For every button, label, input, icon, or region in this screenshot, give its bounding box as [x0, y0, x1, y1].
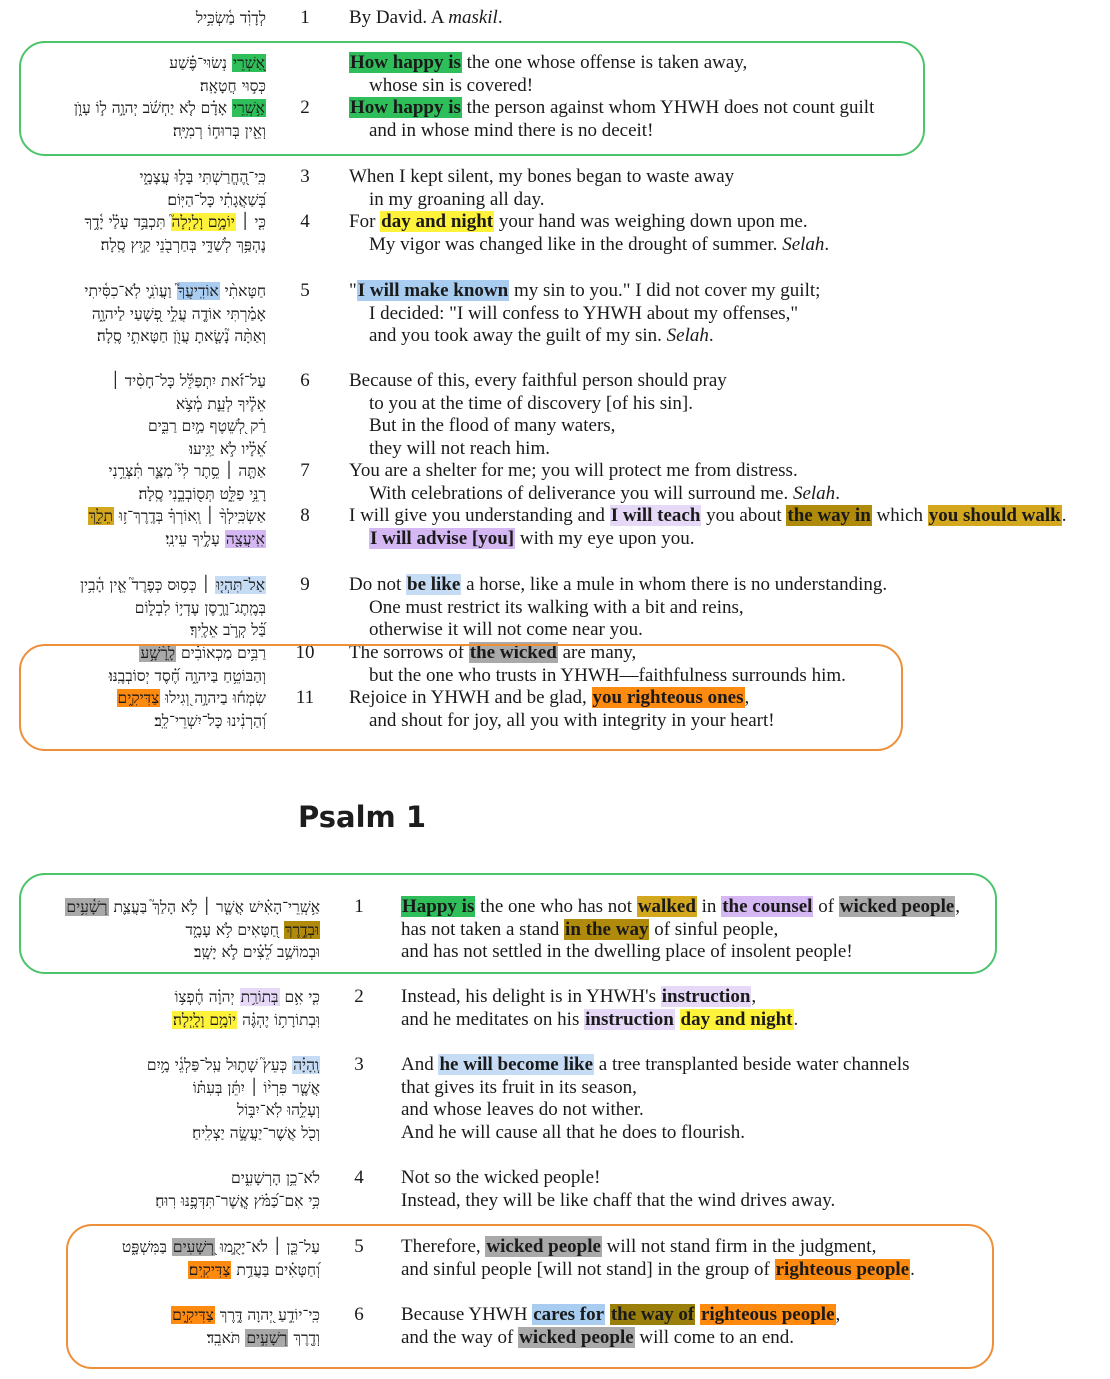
translation-line: [349, 505, 1066, 528]
text-segment: the one who has not: [475, 896, 637, 917]
highlighted-phrase: cares for: [533, 1304, 605, 1325]
text-segment: the person against whom YHWH does not count guilt: [461, 97, 875, 118]
text-segment: Instead, they will be like chaff that the wind drives away.: [401, 1189, 836, 1211]
text-segment: Selah: [782, 233, 825, 255]
translation-line: [349, 7, 503, 30]
hebrew-line: רָנֵּ֥י פַלֵּ֑ט תְּס֖וֹבְבֵ֣נִי סֶֽלָה׃: [138, 484, 266, 503]
text-segment: of sinful people,: [649, 918, 779, 940]
verse-number: 8: [300, 505, 310, 526]
english-translation: [401, 986, 798, 1031]
hebrew-line: וְכֹ֖ל אֲשֶׁר־יַעֲשֶׂ֣ה יַצְלִֽיחַ׃: [192, 1123, 320, 1142]
verse-number: 4: [300, 211, 310, 232]
english-translation: [349, 460, 840, 505]
highlighted-phrase: day and night: [680, 1008, 793, 1030]
highlighted-phrase: How happy is: [350, 52, 461, 73]
highlighted-hebrew-word: אַ֥שְֽׁרֵי: [233, 99, 265, 117]
translation-line: [349, 166, 734, 189]
highlighted-phrase: in the way: [565, 918, 649, 940]
text-segment: Because YHWH: [401, 1304, 533, 1325]
hebrew-line: אַשְׂכִּֽילְךָ֨ ׀ וְֽאוֹרְךָ֗ בְּדֶֽרֶךְ־ז֥וּ תֵלֵ֑ךְ: [88, 507, 266, 525]
text-segment: Not so the wicked people!: [401, 1167, 601, 1188]
hebrew-line: אַתָּ֤ה ׀ סֵ֥תֶר לִי֮ מִצַּ֪ר תִּ֫צְּרֵ֥נִי: [108, 462, 266, 480]
text-segment: For: [349, 211, 381, 232]
hebrew-line: אֲשֶׁ֤ר פִּרְי֨וֹ ׀ יִתֵּ֬ן בְּעִתּ֗וֹ: [192, 1078, 320, 1097]
verse-number: 1: [354, 896, 364, 917]
english-translation: [349, 166, 734, 211]
translation-line: [349, 528, 1066, 551]
english-translation: [349, 370, 727, 460]
highlighted-phrase: I will advise [you]: [370, 527, 515, 549]
hebrew-text: [111, 370, 266, 460]
hebrew-line: וְאַתָּ֨ה נָ֘שָׂ֤אתָ עֲוֺ֖ן חַטָּאתִ֣י סֶֽלָה׃: [96, 327, 266, 346]
highlighted-phrase: he will become like: [439, 1054, 594, 1075]
text-segment: of: [813, 896, 839, 917]
highlighted-hebrew-word: תֵלֵ֑ךְ: [88, 507, 113, 525]
highlighted-phrase: you righteous ones: [592, 687, 744, 708]
text-segment: .: [910, 1258, 915, 1280]
highlighted-hebrew-word: וְֽהָיָ֗ה: [293, 1056, 319, 1074]
hebrew-line: וְהַבּוֹטֵ֥חַ בַּיהוָ֑ה חֶ֝֗סֶד יְסוֹבְבֶֽנּוּ׃: [108, 666, 266, 685]
hebrew-line: וּֽבְתוֹרָת֥וֹ יֶהְגֶּ֗ה יוֹמָ֥ם וָלָֽיְלָה׃: [172, 1010, 320, 1029]
hebrew-line: אַל־תִּהְי֤וּ ׀ כְּס֥וּס כְּפֶרֶד֮ אֵ֤ין הָ֫בִ֥ין: [80, 576, 265, 594]
text-segment: .: [793, 1008, 799, 1030]
text-segment: are many,: [557, 642, 637, 663]
text-segment: and he meditates on his: [401, 1008, 585, 1030]
text-segment: and in whose mind there is no deceit!: [369, 119, 654, 141]
highlight-box-orange: [19, 644, 903, 751]
verse-number: 3: [300, 166, 310, 187]
hebrew-text: [80, 574, 266, 642]
text-segment: ,: [744, 687, 750, 708]
translation-line: [349, 303, 820, 326]
text-segment: your hand was weighing down upon me.: [494, 211, 808, 232]
hebrew-line: כִּ֤י אִ֥ם בְּתוֹרַ֥ת יְהוָ֗ה חֶ֫פְצ֥וֹ: [174, 988, 320, 1006]
hebrew-line: וְ֝הַרְנִ֗ינוּ כָּל־יִשְׁרֵי־לֵֽב׃: [154, 711, 266, 730]
text-segment: .: [497, 7, 503, 28]
verse-number: 9: [300, 574, 310, 595]
text-segment: I will give you understanding and: [349, 505, 610, 526]
verse-number: 7: [300, 460, 310, 481]
verse-number: 6: [300, 370, 310, 391]
highlighted-phrase: Happy is: [402, 896, 475, 917]
hebrew-line: וְאֵ֖ין בְּרוּח֣וֹ רְמִיָּֽה׃: [172, 121, 266, 140]
highlighted-phrase: the wicked: [469, 642, 557, 663]
text-segment: .: [1061, 505, 1067, 526]
highlighted-phrase: wicked people: [839, 896, 955, 917]
translation-line: [401, 1054, 910, 1077]
hebrew-line: שִׂמְח֬וּ בַיהוָ֣ה וְ֭גִילוּ צַדִּיקִ֑ים: [117, 689, 266, 707]
highlighted-hebrew-word: צַדִּיקִ֑ים: [172, 1306, 214, 1324]
highlighted-phrase: righteous people: [775, 1258, 910, 1280]
translation-line: [349, 325, 820, 348]
text-segment: with my eye upon you.: [515, 527, 695, 549]
text-segment: Selah: [666, 325, 709, 347]
text-segment: One must restrict its walking with a bit and reins,: [369, 596, 744, 618]
highlighted-hebrew-word: אִֽיעֲצָ֖ה: [225, 529, 265, 548]
text-segment: and the way of: [401, 1326, 519, 1348]
text-segment: When I kept silent, my bones began to waste away: [349, 166, 735, 187]
text-segment: [675, 1009, 680, 1030]
hebrew-line: כִּֽי־הֶ֭חֱרַשְׁתִּי בָּל֣וּ עֲצָמָ֑י: [139, 168, 266, 186]
hebrew-text: [109, 460, 266, 505]
translation-line: [401, 1167, 835, 1190]
text-segment: Do not: [349, 574, 406, 595]
text-segment: which: [871, 505, 928, 526]
highlighted-phrase: I will teach: [610, 505, 701, 526]
highlighted-phrase: the counsel: [722, 896, 813, 917]
verse-number: 5: [300, 280, 310, 301]
hebrew-line: כְּס֣וּי חֲטָאָֽה׃: [199, 76, 266, 95]
hebrew-text: [172, 986, 320, 1031]
english-translation: [401, 1167, 835, 1212]
text-segment: whose sin is covered!: [369, 74, 534, 96]
highlighted-phrase: be like: [407, 574, 461, 595]
text-segment: ,: [751, 986, 757, 1007]
highlighted-phrase: you should walk: [928, 505, 1061, 526]
hebrew-line: חַטָּאתִ֨י אוֹדִֽיעֲךָ֮ וַעֲוֺנִ֪י לֹֽא־כִסִּ֫יתִי: [84, 282, 266, 300]
translation-line: [349, 438, 727, 461]
translation-line: [401, 1077, 910, 1100]
text-segment: that gives its fruit in its season,: [401, 1076, 637, 1098]
english-translation: [349, 211, 829, 256]
text-segment: With celebrations of deliverance you will surround me.: [369, 482, 793, 504]
hebrew-line: כִּֽי־יוֹדֵ֣עַ יְ֭הוָה דֶּ֣רֶךְ צַדִּיקִ֑ים: [172, 1306, 320, 1324]
text-segment: My vigor was changed like in the drought of summer.: [369, 233, 783, 255]
hebrew-line: עַל־כֵּ֤ן ׀ לֹא־יָקֻ֣מוּ רְ֭שָׁעִים בַּמִּשְׁפָּ֑ט: [121, 1238, 320, 1256]
text-segment: in: [696, 896, 722, 917]
highlighted-hebrew-word: בְּתוֹרַ֥ת: [240, 988, 279, 1006]
english-translation: [349, 7, 503, 30]
english-translation: [401, 1054, 910, 1144]
text-segment: .: [708, 325, 714, 347]
psalm-title: Psalm 1: [298, 800, 427, 834]
text-segment: By David. A: [349, 7, 449, 28]
highlighted-hebrew-word: רְ֭שָׁעִים: [172, 1238, 214, 1256]
hebrew-line: אִֽיעֲצָ֖ה עָלֶ֣יךָ עֵינִֽי׃: [165, 529, 265, 548]
hebrew-line: אֵ֝לָ֗יו לֹ֣א יַגִּֽיעוּ׃: [189, 439, 266, 458]
hebrew-line: עַל־זֹ֡את יִתְפַּלֵּ֬ל כָּל־חָסִ֨יד ׀: [111, 372, 266, 390]
text-segment: maskil: [448, 7, 498, 28]
text-segment: ": [349, 280, 357, 301]
translation-line: [401, 1099, 910, 1122]
highlighted-hebrew-word: רְשָׁ֫עִ֥ים: [66, 898, 108, 916]
hebrew-line: וְ֝חַטָּאִ֗ים בַּעֲדַ֥ת צַדִּיקִֽים׃: [188, 1260, 320, 1279]
highlighted-phrase: instruction: [585, 1008, 674, 1030]
hebrew-line: רַ֗ק לְ֭שֵׁטֶף מַ֣יִם רַבִּ֑ים: [147, 417, 266, 436]
hebrew-line: כִּ֤י ׀ יוֹמָ֣ם וָלַיְלָה֮ תִּכְבַּ֥ד עָלַ֗י יָ֫דֶ֥ךָ: [84, 213, 266, 231]
hebrew-line: אֵלֶ֗יךָ לְעֵ֪ת מְ֫צֹ֥א: [175, 394, 266, 413]
highlighted-hebrew-word: רְשָׁעִ֣ים: [246, 1328, 288, 1347]
hebrew-text: [196, 7, 266, 30]
highlighted-phrase: I will make known: [357, 280, 509, 301]
translation-line: [349, 619, 887, 642]
highlighted-phrase: the way of: [610, 1304, 695, 1325]
translation-line: [349, 189, 734, 212]
highlighted-hebrew-word: אוֹדִֽיעֲךָ֮: [177, 282, 219, 300]
hebrew-line: אָמַ֗רְתִּי אוֹדֶ֤ה עֲלֵ֣י פְ֭שָׁעַי לַיהוָ֑ה: [91, 304, 266, 323]
text-segment: Therefore,: [401, 1236, 486, 1257]
highlighted-hebrew-word: אַל־תִּהְי֤וּ: [216, 576, 265, 594]
highlighted-hebrew-word: וּבְדֶ֣רֶךְ: [284, 920, 319, 939]
text-segment: and whose leaves do not wither.: [401, 1099, 644, 1121]
verse-number: 5: [354, 1236, 364, 1257]
translation-line: [349, 234, 829, 257]
text-segment: my sin to you." I did not cover my guilt;: [509, 280, 821, 301]
hebrew-text: [147, 1054, 320, 1144]
highlighted-phrase: instruction: [661, 986, 751, 1007]
text-segment: in my groaning all day.: [369, 188, 545, 210]
text-segment: and shout for joy, all you with integrity in your heart!: [369, 709, 775, 731]
hebrew-line: בַּ֝֗ל קְרֹ֣ב אֵלֶֽיךָ׃: [189, 621, 266, 640]
hebrew-line: בְּ֝שַׁאֲגָתִ֗י כָּל־הַיּֽוֹם׃: [167, 190, 266, 209]
highlighted-hebrew-word: צַדִּיקִֽים׃: [188, 1260, 231, 1279]
text-segment: they will not reach him.: [369, 437, 550, 459]
text-segment: the one whose offense is taken away,: [461, 52, 748, 73]
translation-line: [349, 483, 840, 506]
highlighted-hebrew-word: יוֹמָ֣ם וָלַיְלָה֮: [171, 213, 235, 231]
translation-line: [401, 986, 798, 1009]
verse-number: 3: [354, 1054, 364, 1075]
text-segment: And: [401, 1054, 439, 1075]
text-segment: and you took away the guilt of my sin.: [369, 325, 667, 347]
text-segment: ,: [955, 896, 961, 917]
translation-line: [349, 597, 887, 620]
verse-number: 2: [354, 986, 364, 1007]
text-segment: Instead, his delight is in YHWH's: [401, 986, 661, 1007]
highlighted-phrase: wicked people: [519, 1326, 634, 1348]
hebrew-line: וּבְמוֹשַׁ֥ב לֵ֝צִ֗ים לֹ֣א יָשָֽׁב׃: [194, 943, 320, 962]
translation-line: [349, 370, 727, 393]
hebrew-line: וּבְדֶ֣רֶךְ חַ֭טָּאִים לֹ֥א עָמָ֑ד: [185, 920, 319, 939]
verse-number: 11: [295, 687, 315, 708]
text-segment: a horse, like a mule in whom there is no understanding.: [461, 574, 888, 595]
highlighted-hebrew-word: לָֽרָ֫שָׁ֥ע: [140, 644, 176, 662]
hebrew-line: אַ֥שְֽׁרֵי־הָאִ֗ישׁ אֲשֶׁ֤ר ׀ לֹ֥א הָלַךְ֮ בַּעֲצַ֪ת רְשָׁ֫עִ֥ים: [66, 898, 320, 916]
translation-line: [349, 211, 829, 234]
highlighted-hebrew-word: אַ֭שְׁרֵי: [233, 54, 265, 72]
highlighted-phrase: How happy is: [350, 97, 461, 118]
hebrew-line: וְעָלֵ֥הוּ לֹֽא־יִבּ֑וֹל: [236, 1101, 320, 1120]
hebrew-text: [88, 505, 266, 550]
hebrew-line: בְּמֶֽתֶג־וָרֶ֣סֶן עֶדְי֣וֹ לִבְל֑וֹם: [134, 598, 266, 617]
translation-line: [349, 574, 887, 597]
text-segment: Selah: [792, 482, 836, 504]
highlighted-hebrew-word: צַדִּיקִ֑ים: [117, 689, 160, 707]
english-translation: [349, 574, 887, 642]
text-segment: to you at the time of discovery [of his sin].: [369, 392, 693, 414]
hebrew-text: [155, 1167, 320, 1212]
verse-number: 2: [300, 97, 310, 118]
text-segment: But in the flood of many waters,: [369, 415, 616, 437]
hebrew-line: רַבִּ֥ים מַכְאוֹבִ֗ים לָֽרָ֫שָׁ֥ע: [140, 644, 266, 662]
verse-number: 6: [354, 1304, 364, 1325]
text-segment: but the one who trusts in YHWH—faithfulness surrounds him.: [369, 664, 846, 686]
text-segment: will not stand firm in the judgment,: [601, 1236, 877, 1257]
translation-line: [401, 1009, 798, 1032]
text-segment: The sorrows of: [349, 642, 469, 663]
highlighted-phrase: wicked people: [486, 1236, 601, 1257]
highlight-box-green: [19, 873, 997, 974]
highlighted-hebrew-word: יוֹמָ֥ם וָלָֽיְלָה׃: [172, 1010, 237, 1029]
highlighted-phrase: walked: [637, 896, 696, 917]
highlighted-phrase: righteous people: [700, 1304, 835, 1325]
highlighted-phrase: day and night: [381, 211, 494, 232]
hebrew-line: וְדֶ֖רֶךְ רְשָׁעִ֣ים תֹּאבֵֽד׃: [206, 1328, 320, 1347]
text-segment: .: [835, 482, 840, 504]
translation-line: [349, 460, 840, 483]
hebrew-line: לְדָוִ֗ד מַ֫שְׂכִּ֥יל: [195, 9, 266, 27]
hebrew-line: וְֽהָיָ֗ה כְּעֵץ֮ שָׁת֪וּל עַֽל־פַּלְגֵ֫י מָ֥יִם: [146, 1056, 319, 1074]
text-segment: you about: [701, 505, 787, 526]
text-segment: I decided: "I will confess to YHWH about my offenses,": [369, 302, 799, 324]
hebrew-line: לֹא־כֵ֥ן הָרְשָׁעִ֑ים: [231, 1169, 320, 1187]
translation-line: [401, 1122, 910, 1145]
text-segment: has not taken a stand: [401, 918, 565, 940]
text-segment: a tree transplanted beside water channels: [594, 1054, 910, 1075]
highlighted-phrase: the way in: [787, 505, 871, 526]
hebrew-line: אַ֥שְֽׁרֵי אָדָ֗ם לֹ֤א יַחְשֹׁ֬ב יְהוָ֣ה ל֣וֹ עָוֺ֑ן: [74, 99, 265, 117]
text-segment: ,: [835, 1304, 841, 1325]
translation-line: [349, 415, 727, 438]
english-translation: [349, 505, 1066, 550]
text-segment: otherwise it will not come near you.: [369, 619, 643, 641]
translation-line: [401, 1190, 835, 1213]
verse-number: 10: [295, 642, 315, 663]
text-segment: You are a shelter for me; you will protect me from distress.: [349, 460, 798, 481]
translation-line: [349, 280, 820, 303]
verse-number: 4: [354, 1167, 364, 1188]
verse-number: 1: [300, 7, 310, 28]
text-segment: will come to an end.: [634, 1326, 795, 1348]
highlight-box-orange: [66, 1224, 994, 1369]
text-segment: Rejoice in YHWH and be glad,: [349, 687, 592, 708]
text-segment: Because of this, every faithful person should pray: [349, 370, 727, 391]
hebrew-text: [85, 211, 266, 256]
hebrew-text: [140, 166, 266, 211]
text-segment: And he will cause all that he does to flourish.: [401, 1121, 746, 1143]
english-translation: [349, 280, 820, 348]
translation-line: [349, 393, 727, 416]
hebrew-text: [84, 280, 266, 348]
text-segment: and sinful people [will not stand] in the group of: [401, 1258, 775, 1280]
hebrew-line: נֶהְפַּ֥ךְ לְשַׁדִּ֑י בְּחַרְבֹ֖נֵי קַ֣יִץ סֶֽלָה׃: [100, 235, 266, 254]
text-segment: .: [824, 233, 830, 255]
highlight-box-green: [19, 41, 925, 156]
hebrew-line: כִּ֥י אִם־כַּ֝מֹּ֗ץ אֲֽשֶׁר־תִּדְּפֶ֥נּוּ רֽוּחַ׃: [155, 1191, 320, 1210]
text-segment: and has not settled in the dwelling place of insolent people!: [401, 941, 853, 963]
hebrew-line: אַ֭שְׁרֵי נְשׂוּי־פֶּ֗שַׁע: [169, 54, 265, 72]
